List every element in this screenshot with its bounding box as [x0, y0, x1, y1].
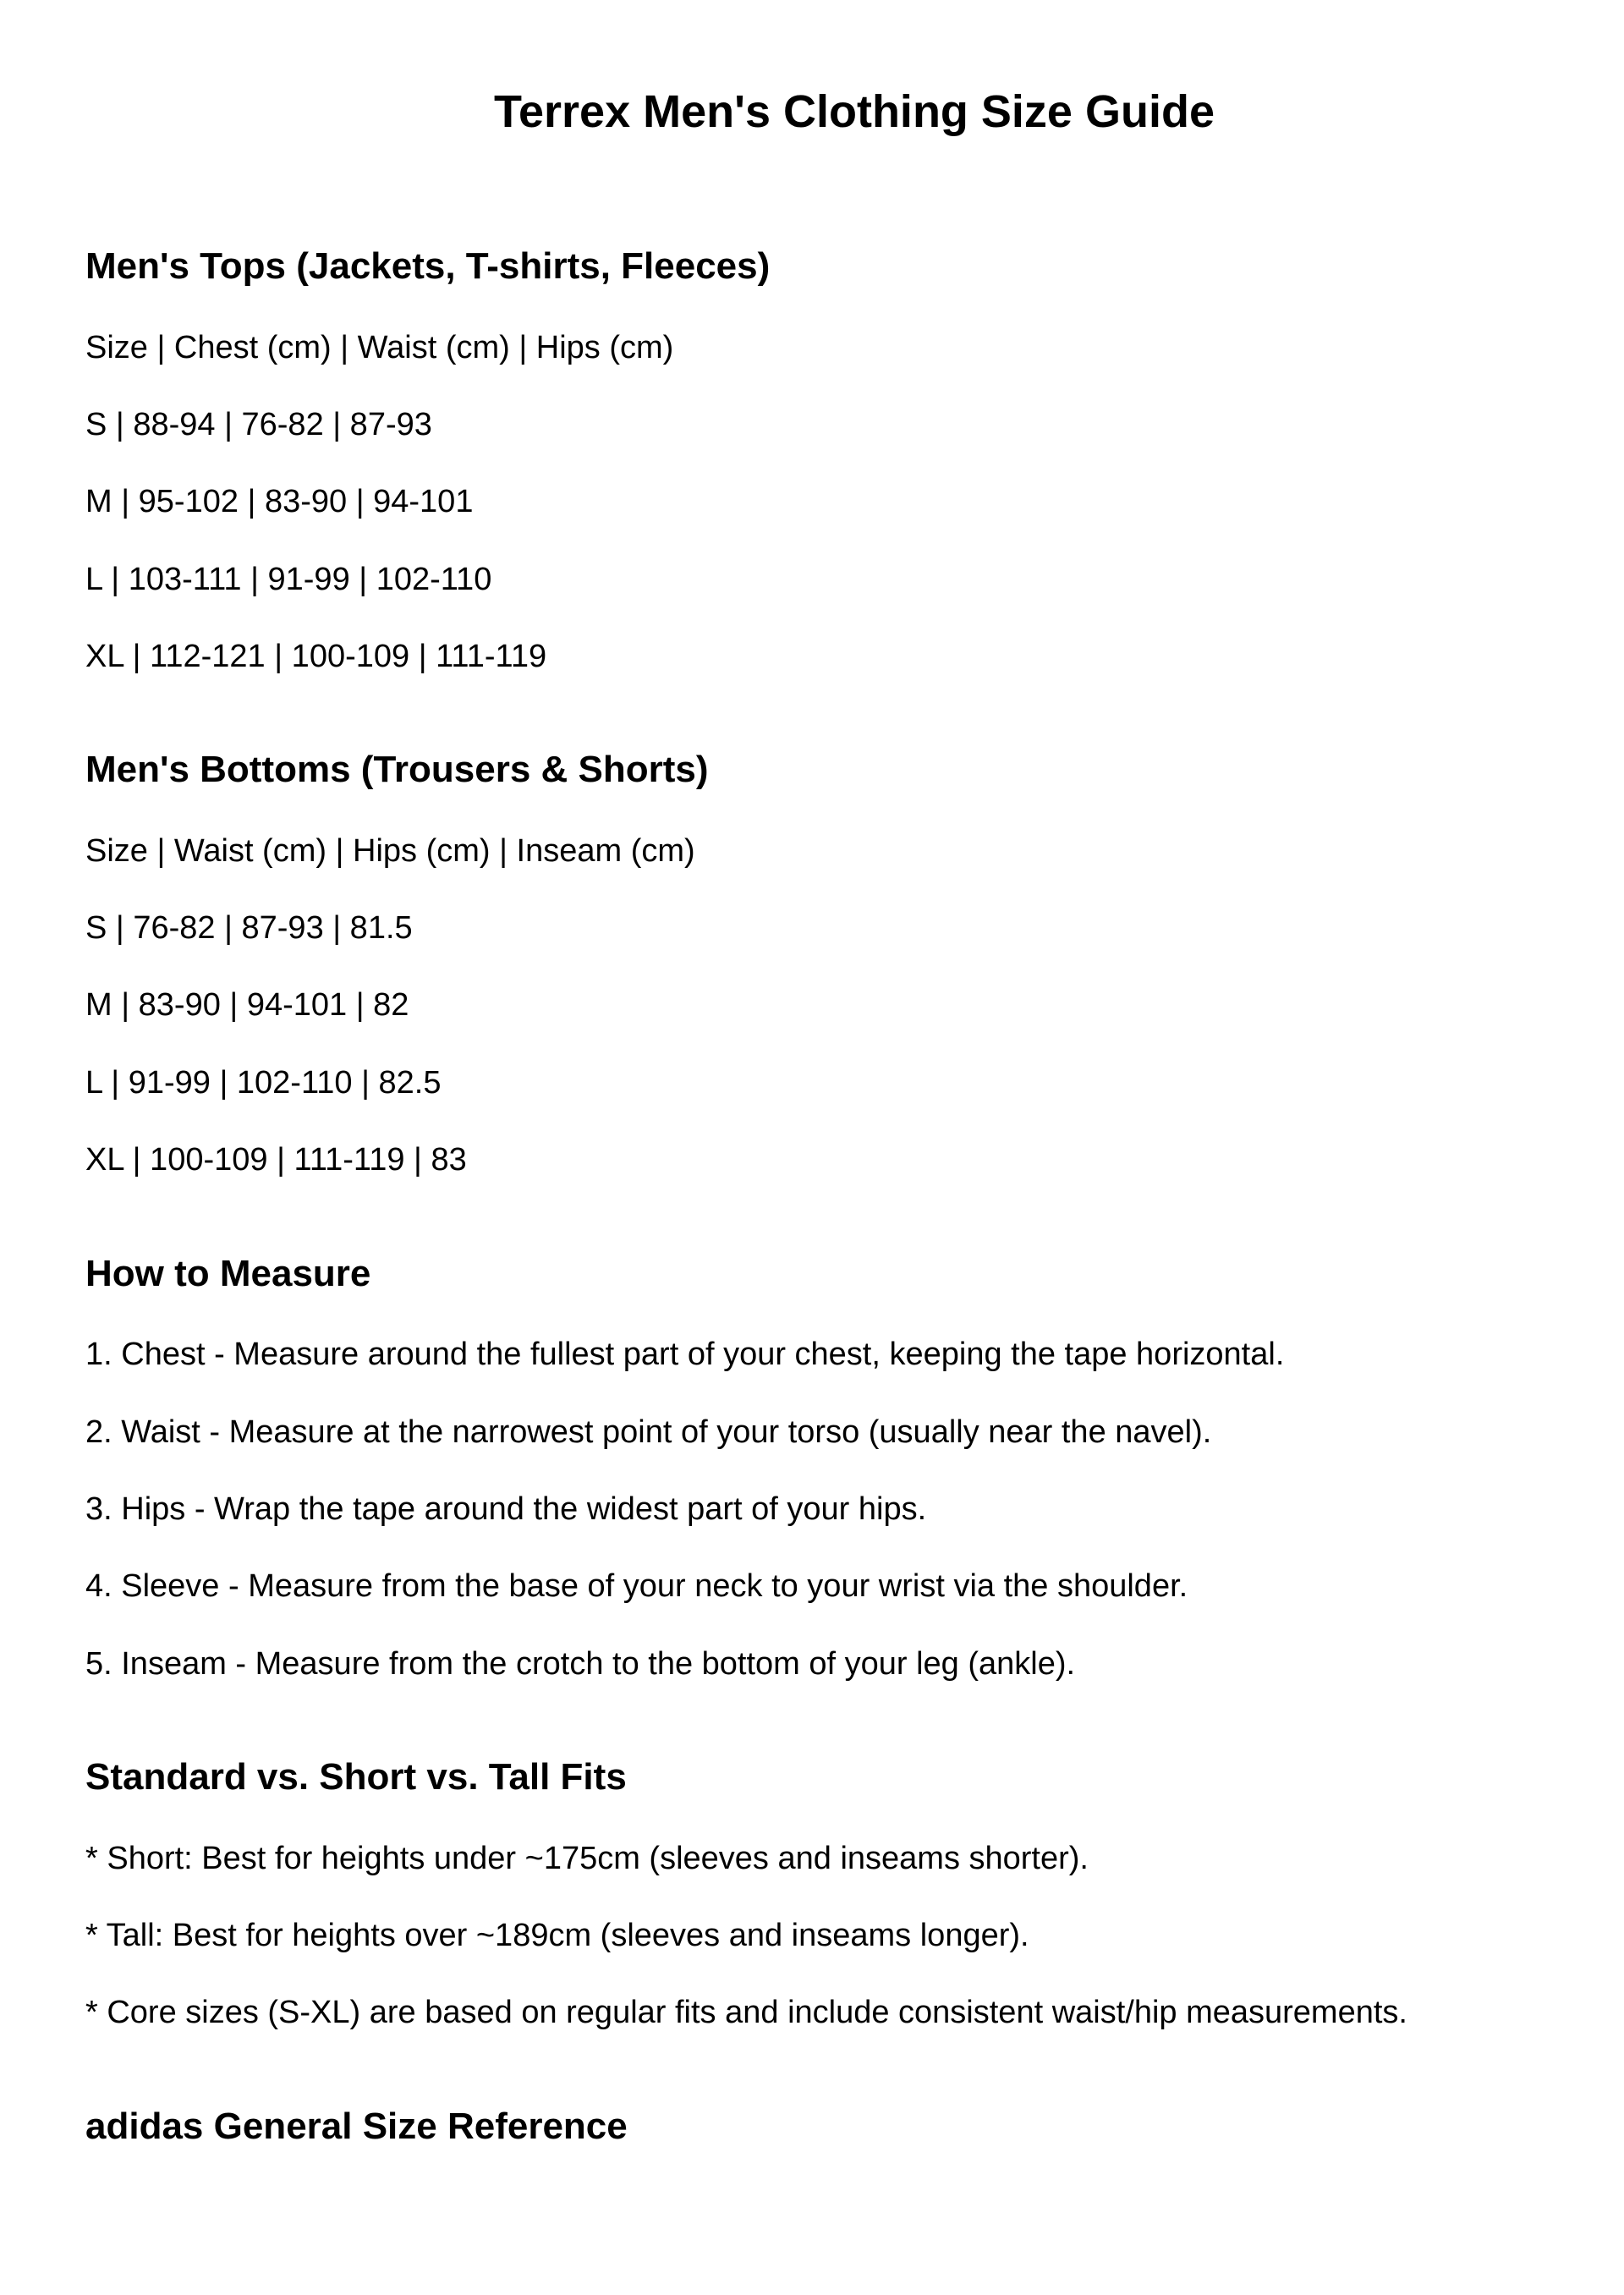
measure-step-chest: 1. Chest - Measure around the fullest part of your chest, keeping the tape horizontal. — [85, 1337, 1285, 1372]
tops-heading: Men's Tops (Jackets, T-shirts, Fleeces) — [85, 245, 771, 287]
bottoms-row-xl: XL | 100-109 | 111-119 | 83 — [85, 1142, 467, 1178]
tops-row-l: L | 103-111 | 91-99 | 102-110 — [85, 562, 492, 597]
document-title: Terrex Men's Clothing Size Guide — [494, 86, 1215, 137]
measure-step-waist: 2. Waist - Measure at the narrowest point of your torso (usually near the navel). — [85, 1414, 1212, 1450]
measure-step-inseam: 5. Inseam - Measure from the crotch to the bottom of your leg (ankle). — [85, 1646, 1076, 1682]
tops-header-row: Size | Chest (cm) | Waist (cm) | Hips (cm) — [85, 330, 674, 365]
tops-row-s: S | 88-94 | 76-82 | 87-93 — [85, 407, 432, 442]
bottoms-row-s: S | 76-82 | 87-93 | 81.5 — [85, 910, 413, 946]
bottoms-row-l: L | 91-99 | 102-110 | 82.5 — [85, 1065, 442, 1101]
bottoms-heading: Men's Bottoms (Trousers & Shorts) — [85, 749, 709, 790]
measure-step-hips: 3. Hips - Wrap the tape around the widest part of your hips. — [85, 1491, 927, 1527]
tops-row-xl: XL | 112-121 | 100-109 | 111-119 — [85, 639, 547, 674]
bottoms-header-row: Size | Waist (cm) | Hips (cm) | Inseam (cm) — [85, 833, 695, 869]
fits-note-tall: * Tall: Best for heights over ~189cm (sleeves and inseams longer). — [85, 1918, 1029, 1953]
tops-row-m: M | 95-102 | 83-90 | 94-101 — [85, 484, 474, 519]
fits-note-core: * Core sizes (S-XL) are based on regular fits and include consistent waist/hip measurements. — [85, 1995, 1407, 2030]
bottoms-row-m: M | 83-90 | 94-101 | 82 — [85, 987, 409, 1023]
measure-step-sleeve: 4. Sleeve - Measure from the base of your neck to your wrist via the shoulder. — [85, 1568, 1188, 1604]
fits-heading: Standard vs. Short vs. Tall Fits — [85, 1756, 627, 1798]
reference-heading: adidas General Size Reference — [85, 2106, 628, 2147]
measure-heading: How to Measure — [85, 1253, 371, 1294]
fits-note-short: * Short: Best for heights under ~175cm (sleeves and inseams shorter). — [85, 1841, 1089, 1876]
